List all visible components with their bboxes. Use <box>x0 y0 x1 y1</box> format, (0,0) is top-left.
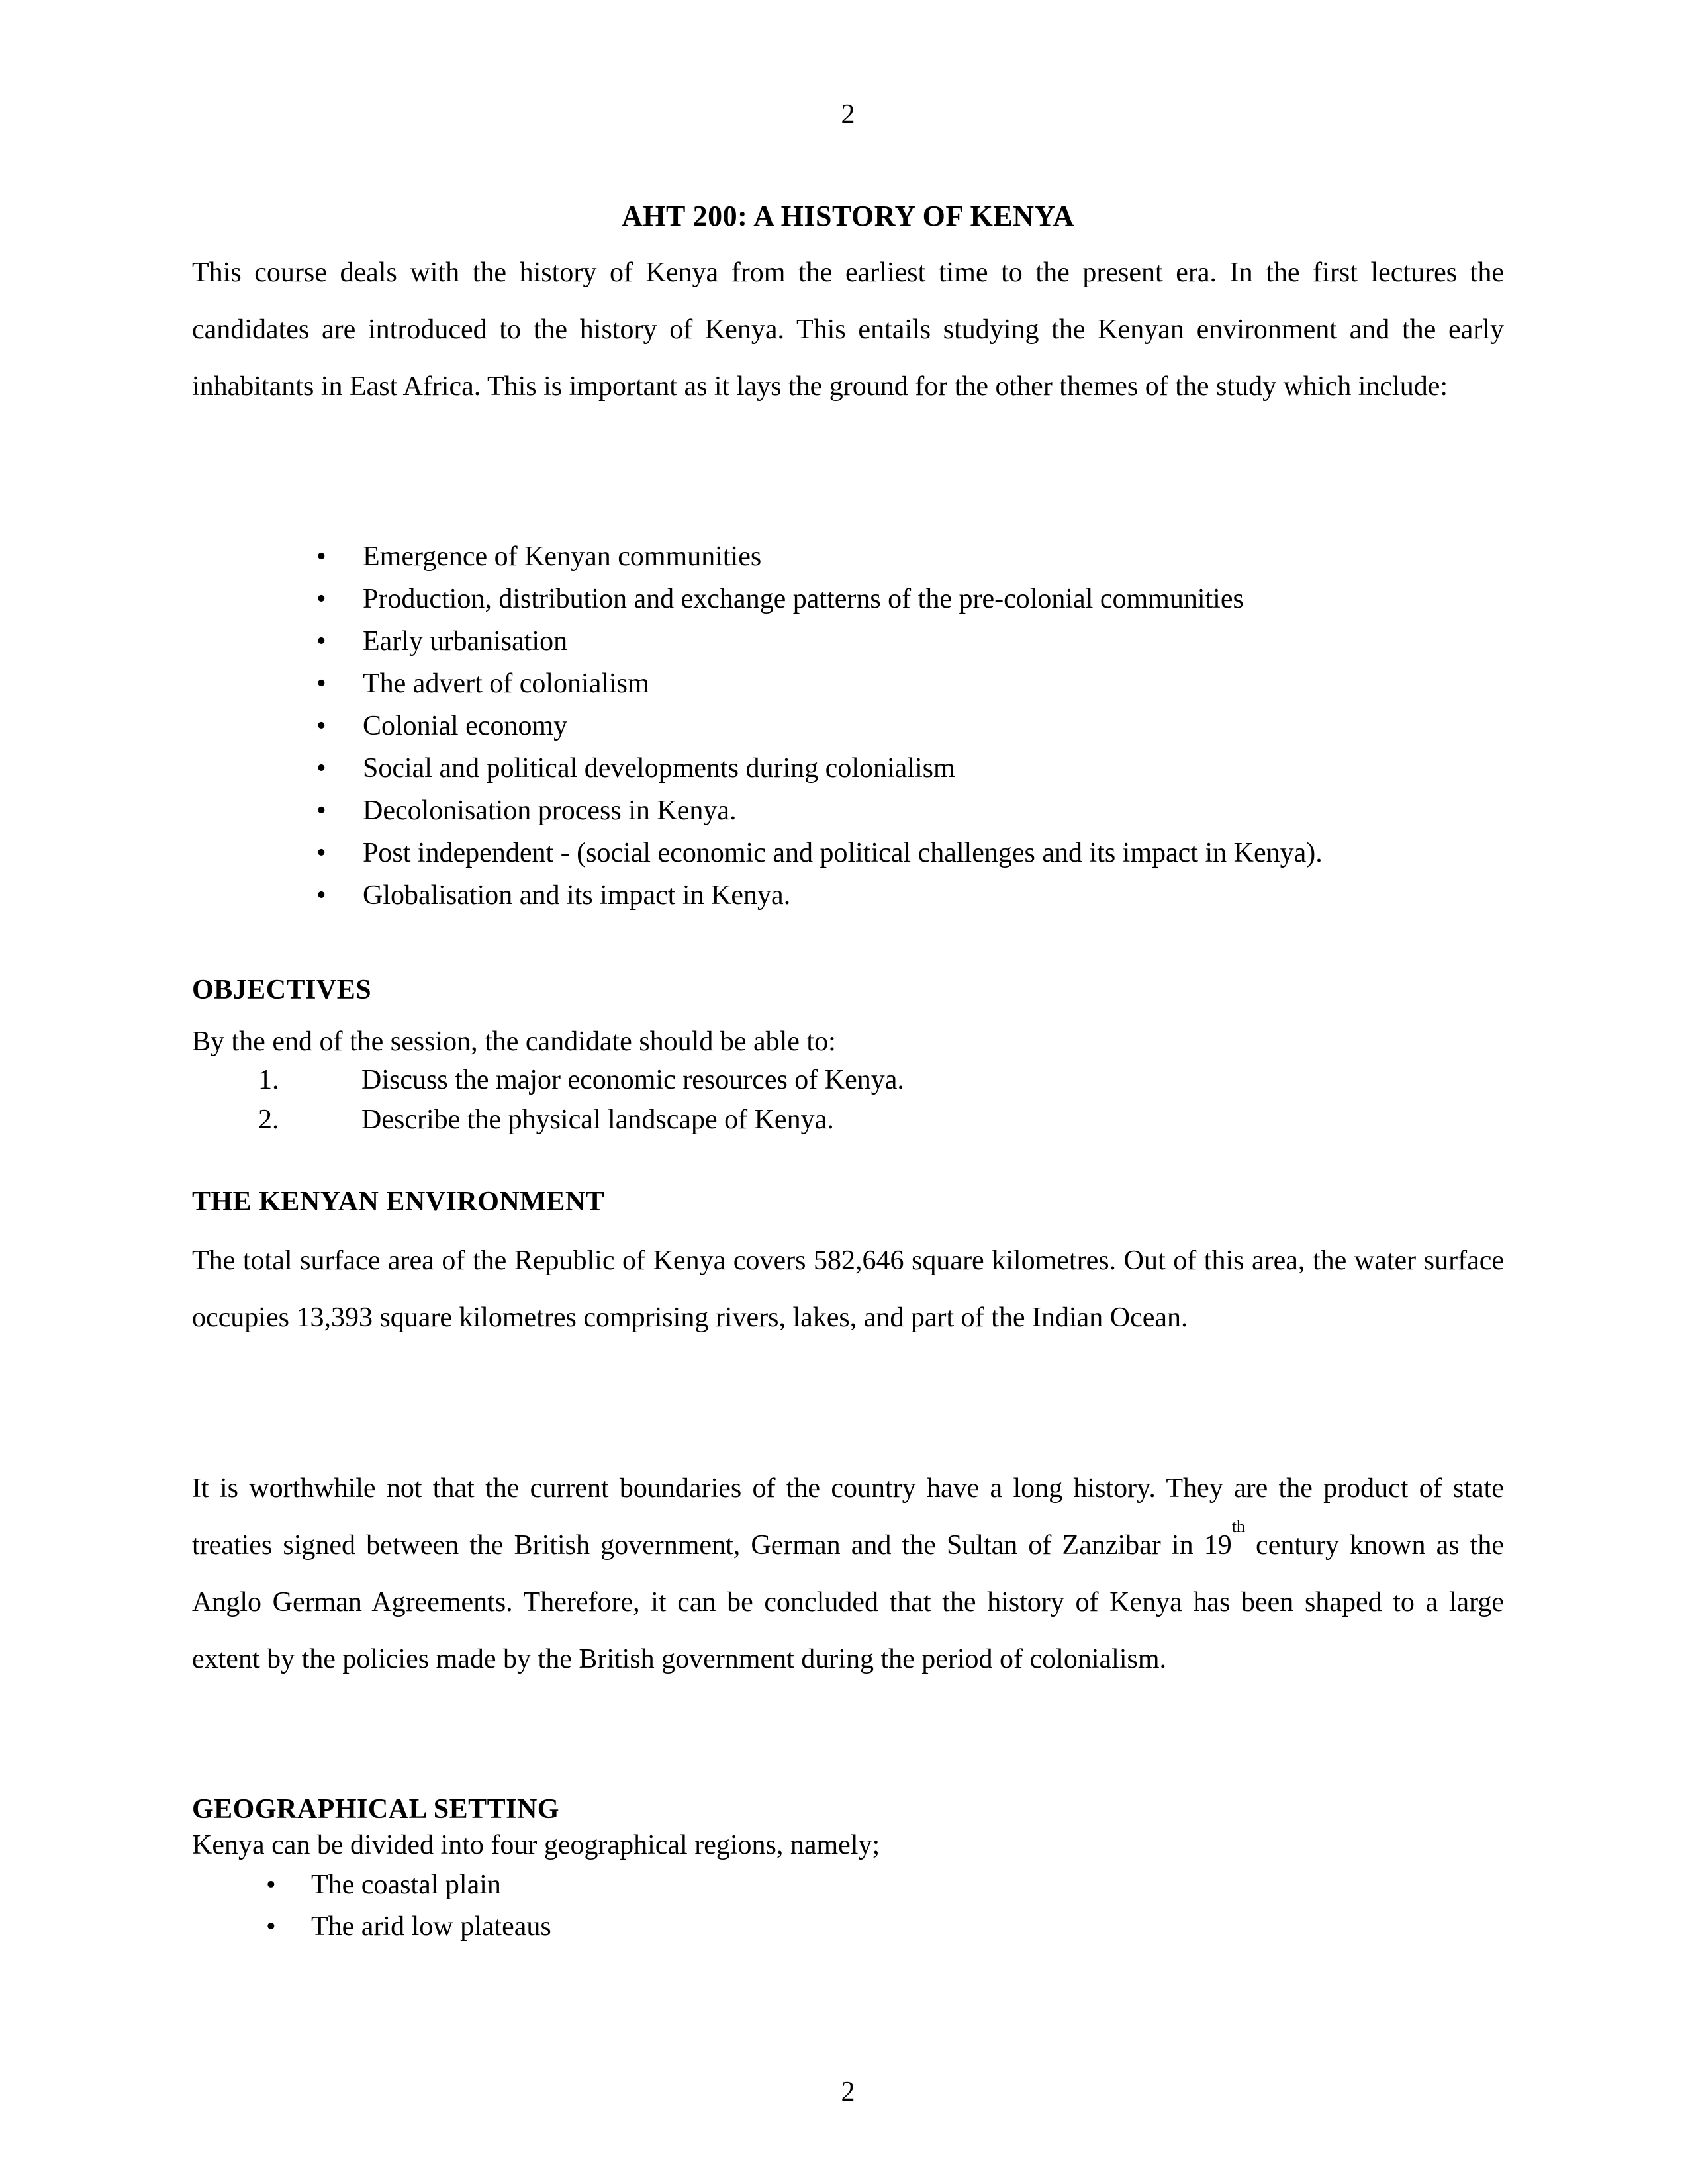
bullet-icon: • <box>316 796 326 826</box>
list-item-text: Post independent - (social economic and political challenges and its impact in Kenya). <box>363 838 1323 868</box>
ordinal-superscript: th <box>1231 1517 1245 1536</box>
list-item-text: Emergence of Kenyan communities <box>363 541 762 572</box>
list-item <box>192 535 1504 578</box>
objective-text: Describe the physical landscape of Kenya. <box>361 1105 834 1135</box>
list-item <box>192 1906 1504 1948</box>
list-item-text: Colonial economy <box>363 711 568 741</box>
geographical-lead: Kenya can be divided into four geographical regions, namely; <box>192 1830 880 1860</box>
objective-number: 1. <box>258 1065 279 1095</box>
objectives-heading: OBJECTIVES <box>192 975 372 1005</box>
list-item <box>192 1864 1504 1906</box>
list-item-text: Decolonisation process in Kenya. <box>363 796 737 826</box>
bullet-icon: • <box>316 584 326 614</box>
page-number-top: 2 <box>841 99 855 130</box>
list-item-text: Social and political developments during colonialism <box>363 753 955 784</box>
list-item <box>192 747 1504 790</box>
list-item-text: Production, distribution and exchange patterns of the pre-colonial communities <box>363 584 1244 614</box>
objective-item <box>192 1100 1504 1140</box>
paragraph-text-after-ordinal: century known as the Anglo German Agreements. Therefore, it can be concluded that the history of Kenya has been shaped to a large extent by the policies made by the British government during the period of colonialism. <box>192 1530 1504 1674</box>
document-title: AHT 200: A HISTORY OF KENYA <box>622 200 1074 232</box>
objective-item <box>192 1060 1504 1100</box>
objective-text: Discuss the major economic resources of Kenya. <box>361 1065 904 1095</box>
bullet-icon: • <box>316 668 326 699</box>
geographical-heading: GEOGRAPHICAL SETTING <box>192 1794 559 1825</box>
list-item <box>192 578 1504 620</box>
bullet-icon: • <box>266 1870 276 1900</box>
list-item <box>192 790 1504 832</box>
themes-list <box>192 535 1504 917</box>
objective-number: 2. <box>258 1105 279 1135</box>
list-item-text: The arid low plateaus <box>311 1911 551 1942</box>
list-item-text: Globalisation and its impact in Kenya. <box>363 880 791 911</box>
paragraph-text-before-ordinal: It is worthwhile not that the current boundaries of the country have a long history. They are the product of state treaties signed between the British government, German and the Sultan of Zanzibar in 19 <box>192 1473 1504 1561</box>
environment-heading: THE KENYAN ENVIRONMENT <box>192 1187 605 1217</box>
environment-paragraph-boundaries <box>192 1460 1504 1688</box>
bullet-icon: • <box>316 838 326 868</box>
list-item <box>192 874 1504 917</box>
list-item-text: The coastal plain <box>311 1870 501 1900</box>
bullet-icon: • <box>316 711 326 741</box>
list-item <box>192 662 1504 705</box>
bullet-icon: • <box>266 1911 276 1942</box>
environment-paragraph-area: The total surface area of the Republic of Kenya covers 582,646 square kilometres. Out of this area, the water surface occupies 13,393 square kilometres comprising rivers, lakes, and part of the Indian Ocean. <box>192 1246 1504 1333</box>
list-item <box>192 832 1504 874</box>
list-item-text: Early urbanisation <box>363 626 568 657</box>
bullet-icon: • <box>316 541 326 572</box>
objectives-lead: By the end of the session, the candidate should be able to: <box>192 1026 836 1057</box>
bullet-icon: • <box>316 880 326 911</box>
list-item-text: The advert of colonialism <box>363 668 649 699</box>
bullet-icon: • <box>316 753 326 784</box>
objectives-list <box>192 1060 1504 1140</box>
bullet-icon: • <box>316 626 326 657</box>
page-number-bottom: 2 <box>841 2077 855 2107</box>
list-item <box>192 620 1504 662</box>
regions-list <box>192 1864 1504 1948</box>
intro-paragraph: This course deals with the history of Kenya from the earliest time to the present era. In the first lectures the candidates are introduced to the history of Kenya. This entails studying the Kenyan environment and the early inhabitants in East Africa. This is important as it lays the ground for the other themes of the study which include: <box>192 257 1504 402</box>
list-item <box>192 705 1504 747</box>
